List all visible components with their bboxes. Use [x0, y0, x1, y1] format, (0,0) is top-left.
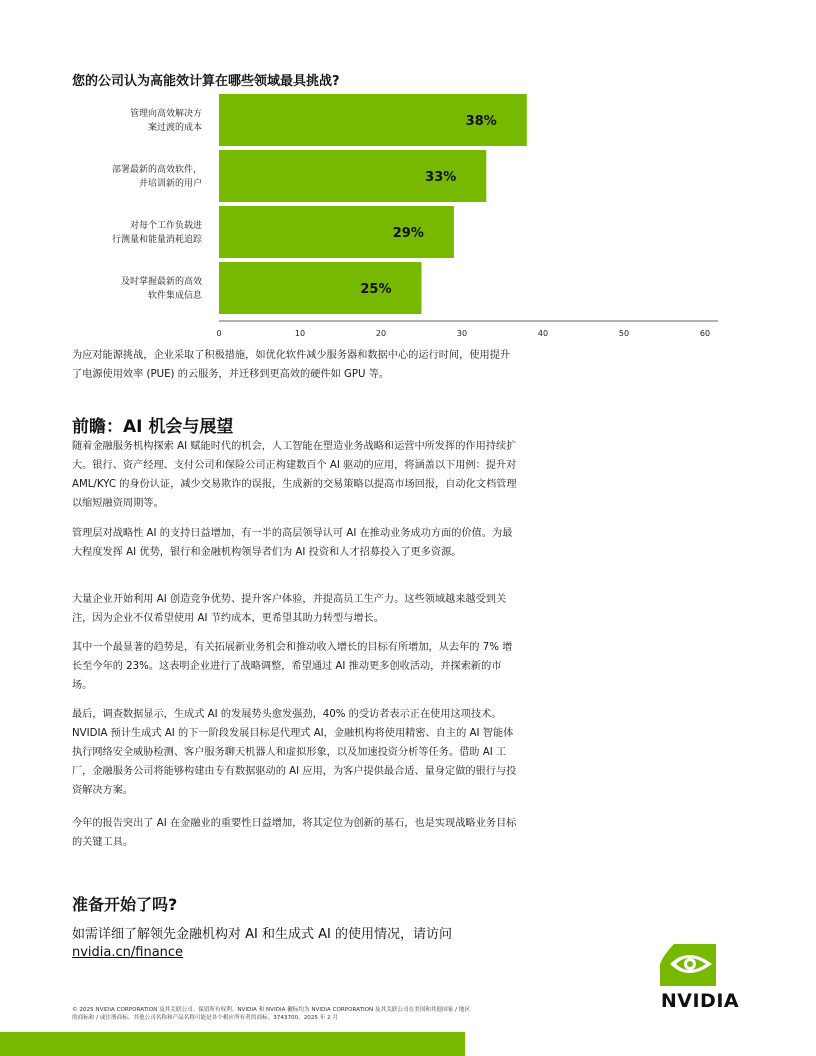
paragraph: 今年的报告突出了 AI 在金融业的重要性日益增加，将其定位为创新的基石，也是实现战略业务目标的关键工具。 [72, 818, 517, 848]
x-tick-label: 50 [618, 329, 630, 338]
paragraph: 大量企业开始利用 AI 创造竞争优势、提升客户体验，并提高员工生产力。这些领域越来越受到关注，因为企业不仅希望使用 AI 节约成本，更希望其助力转型与增长。 [72, 594, 507, 624]
section-title: 前瞻：AI 机会与展望 [72, 417, 234, 437]
chart-title: 您的公司认为高能效计算在哪些领域最具挑战? [72, 74, 340, 89]
bar-chart [0, 0, 816, 345]
paragraph: 随着金融服务机构探索 AI 赋能时代的机会，人工智能在塑造业务战略和运营中所发挥的作用持续扩大。银行、资产经理、支付公司和保险公司正构建数百个 AI 驱动的应用，将涵盖以下用例：提升对 AML/KYC 的身份认证，减少交易欺诈的误报，生成新的交易策略以提高市场回报，自动化文档管理以缩短融资周期等。 [72, 441, 517, 509]
category-label: 部署最新的高效软件， [111, 165, 202, 175]
category-label: 对每个工作负载进 [129, 221, 202, 231]
nvidia-eye-icon [652, 942, 748, 992]
paragraph: 管理层对战略性 AI 的支持日益增加，有一半的高层领导认可 AI 在推动业务成功方面的价值。为最大程度发挥 AI 优势，银行和金融机构领导者们为 AI 投资和人才招募投入了更多资源。 [72, 528, 513, 558]
x-tick-label: 20 [375, 329, 387, 338]
cta-text [72, 926, 492, 962]
paragraph: 最后，调查数据显示，生成式 AI 的发展势头愈发强劲，40% 的受访者表示正在使用这项技术。NVIDIA 预计生成式 AI 的下一阶段发展目标是代理式 AI，金融机构将使用精密、自主的 AI 智能体执行网络安全威胁检测、客户服务聊天机器人和虚拟形象，以及加速投资分析等任务。借助 AI 工厂，金融服务公司将能够构建由专有数据驱动的 AI 应用，为客户提供最合适、量身定做的银行与投资解决方案。 [72, 709, 517, 796]
x-tick-label: 10 [294, 329, 306, 338]
bar-value-label: 38% [465, 114, 497, 129]
finance-link[interactable]: nvidia.cn/finance [72, 945, 184, 960]
category-label: 及时掌握最新的高效 [120, 277, 202, 287]
x-tick-label: 40 [537, 329, 549, 338]
x-tick-label: 60 [699, 329, 711, 338]
cta-text-body: 如需详细了解领先金融机构对 AI 和生成式 AI 的使用情况，请访问 [72, 927, 452, 942]
x-tick-label: 30 [456, 329, 468, 338]
bar-value-label: 29% [392, 226, 424, 241]
category-label: 并培训新的用户 [138, 179, 202, 189]
chart-note: 为应对能源挑战，企业采取了积极措施，如优化软件减少服务器和数据中心的运行时间，使用提升了电源使用效率 (PUE) 的云服务，并迁移到更高效的硬件如 GPU 等。 [72, 350, 511, 380]
bar-value-label: 25% [360, 282, 392, 297]
category-label: 软件集成信息 [147, 291, 202, 301]
x-tick-label: 0 [216, 329, 222, 338]
cta-title: 准备开始了吗? [72, 895, 178, 914]
legal-notice: © 2025 NVIDIA CORPORATION 及其关联公司。保留所有权利。NVIDIA 和 NVIDIA 徽标均为 NVIDIA CORPORATION 及其关联公司在美国和其他国家 / 地区的商标和 / 或注册商标。其他公司名称和产品名称可能是各个相应所有者的商标。3743700。2025 年 2 月 [72, 1007, 470, 1021]
nvidia-wordmark: NVIDIA [660, 990, 740, 1012]
category-label: 行测量和能量消耗追踪 [111, 235, 202, 245]
category-label: 案过渡的成本 [147, 123, 202, 133]
category-label: 管理向高效解决方 [129, 109, 202, 119]
paragraph: 其中一个最显著的趋势是，有关拓展新业务机会和推动收入增长的目标有所增加，从去年的 7% 增长至今年的 23%。这表明企业进行了战略调整，希望通过 AI 推动更多创收活动，并探索新的市场。 [72, 642, 513, 691]
footer-accent-bar [0, 1032, 465, 1056]
bar-value-label: 33% [425, 170, 457, 185]
